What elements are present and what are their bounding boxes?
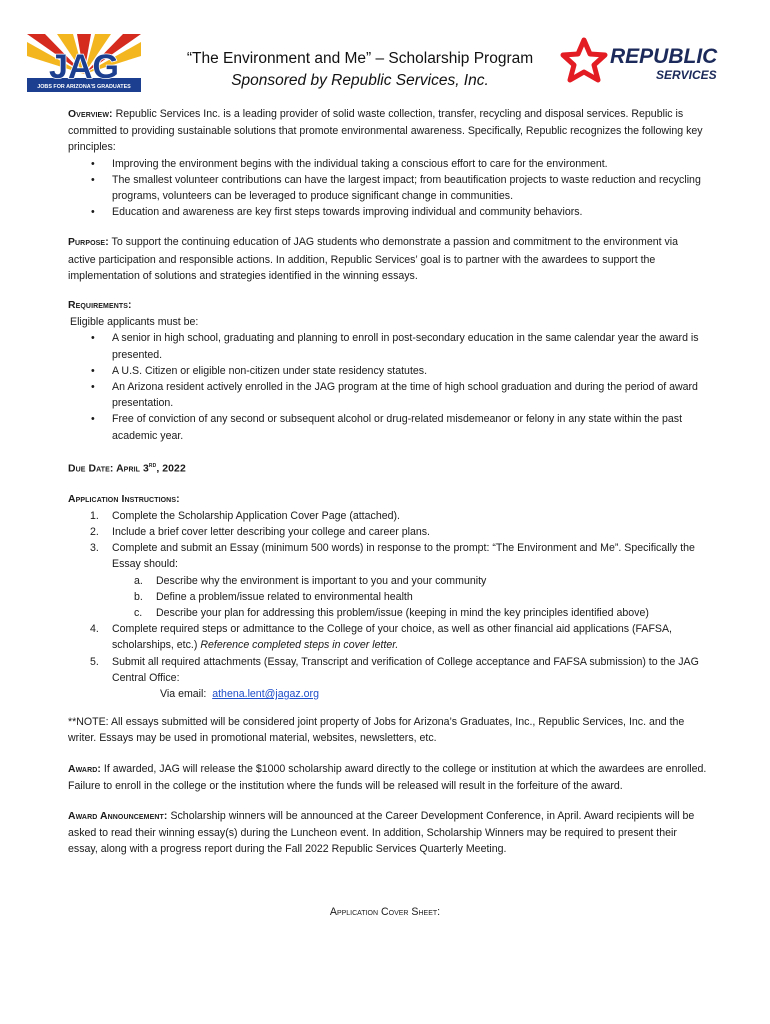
instructions-list <box>68 508 708 702</box>
requirements-section <box>68 298 708 444</box>
list-item: • The smallest volunteer contributions can have the largest impact; from beautification projects to waste reduction and recycling programs, volunteers can be leveraged to produce significant change in communities. <box>112 172 708 204</box>
list-item: • An Arizona resident actively enrolled in the JAG program at the time of high school graduation and during the period of award presentation. <box>112 379 708 411</box>
instructions-heading: Application Instructions: <box>68 493 180 505</box>
purpose-text: To support the continuing education of JAG students who demonstrate a passion and commitment to the environment via active participation and responsible actions. In addition, Republic Services’ goal is to partner with the awardees to support the implementation of solutions and strategies identified in the winning essays. <box>68 236 679 282</box>
republic-services-logo <box>560 36 740 88</box>
list-item: 2. Include a brief cover letter describing your college and career plans. <box>90 525 430 538</box>
list-item: 5. Submit all required attachments (Essay, Transcript and verification of College acceptance and FAFSA submission) to the JAG Central Office: Via email: athena.lent@jagaz.org <box>112 654 708 703</box>
overview-text: Republic Services Inc. is a leading provider of solid waste collection, transfer, recycling and disposal services. Republic is committed to providing sustainable solutions that promote environmental awareness. Specifically, Republic recognizes the following key principles: <box>68 108 703 154</box>
list-item: 3. Complete and submit an Essay (minimum 500 words) in response to the prompt: “The Environment and Me”. Specifically the Essay should: a. Describe why the environment is important to you and your community b. Define a problem/issue related to environmental health c. Describe your plan for addressing this problem/issue (keeping in mind the key principles identified above) <box>112 540 708 621</box>
list-item: b. Define a problem/issue related to environmental health <box>134 590 413 603</box>
republic-logo-text: REPUBLIC <box>610 45 718 68</box>
via-email-label: Via email: <box>160 687 207 700</box>
due-date-suffix: rd <box>148 461 157 469</box>
due-date-value: April 3 <box>116 463 149 475</box>
overview-section <box>68 106 708 220</box>
list-item: 4. Complete required steps or admittance to the College of your choice, as well as other financial aid applications (FAFSA, scholarships, etc.) Reference completed steps in cover letter. <box>90 623 672 652</box>
document-subtitle: Sponsored by Republic Services, Inc. <box>231 72 489 89</box>
award-announcement-heading: Award Announcement: <box>68 810 168 822</box>
purpose-heading: Purpose: <box>68 237 109 249</box>
list-item: • A senior in high school, graduating and planning to enroll in post-secondary education in the same calendar year the award is presented. <box>112 330 708 362</box>
requirements-heading: Requirements: <box>68 300 132 312</box>
document-body <box>68 106 708 858</box>
list-item: • Education and awareness are key first steps towards improving individual and community behaviors. <box>112 204 708 220</box>
award-text: If awarded, JAG will release the $1000 scholarship award directly to the college or institution at which the awardees are enrolled. Failure to enroll in the college or the institution where the funds will be released will result in the forfeiture of the award. <box>68 762 707 792</box>
due-date-year: , 2022 <box>156 463 186 475</box>
award-announcement-text: Scholarship winners will be announced at the Career Development Conference, in April. Award recipients will be asked to read their winning essay(s) during the Luncheon event. In addition, Scholarship Winners may be required to present their essay, along with a progress report during the Fall 2022 Republic Services Quarterly Meeting. <box>68 809 695 856</box>
document-title: “The Environment and Me” – Scholarship Program <box>186 50 534 67</box>
email-link[interactable]: athena.lent@jagaz.org <box>212 687 319 700</box>
essay-sublist <box>112 573 708 622</box>
list-item: c. Describe your plan for addressing this problem/issue (keeping in mind the key principles identified above) <box>134 606 649 619</box>
jag-logo <box>27 34 141 92</box>
list-item: a. Describe why the environment is important to you and your community <box>134 574 487 587</box>
overview-heading: Overview: <box>68 109 113 120</box>
requirements-bullets <box>68 330 708 443</box>
due-date-heading: Due Date: <box>68 463 114 475</box>
republic-logo-sub: SERVICES <box>656 68 717 82</box>
overview-bullets <box>68 156 708 221</box>
list-item: • A U.S. Citizen or eligible non-citizen under state residency statutes. <box>112 363 708 379</box>
requirements-intro: Eligible applicants must be: <box>70 316 199 329</box>
due-date-section <box>68 458 708 478</box>
instructions-section <box>68 492 708 747</box>
email-line <box>112 686 708 702</box>
note-text: **NOTE: All essays submitted will be considered joint property of Jobs for Arizona’s Graduates, Inc., Republic Services, Inc. and the writer. Essays may be used in promotional material, websites, newsletters, etc. <box>68 716 685 745</box>
list-item: • Free of conviction of any second or subsequent alcohol or drug-related misdemeanor or felony in any state within the past academic year. <box>112 411 708 443</box>
list-item: • Improving the environment begins with the individual taking a conscious effort to care for the environment. <box>112 156 708 172</box>
list-item: 1. Complete the Scholarship Application Cover Page (attached). <box>90 509 400 522</box>
jag-logo-tagline: JOBS FOR ARIZONA'S GRADUATES <box>37 84 131 90</box>
award-section <box>68 761 708 794</box>
award-heading: Award: <box>68 763 101 775</box>
cover-sheet-heading: Application Cover Sheet: <box>329 906 441 918</box>
jag-logo-text: JAG <box>49 48 119 86</box>
award-announcement-section <box>68 808 708 858</box>
purpose-section <box>68 234 708 284</box>
